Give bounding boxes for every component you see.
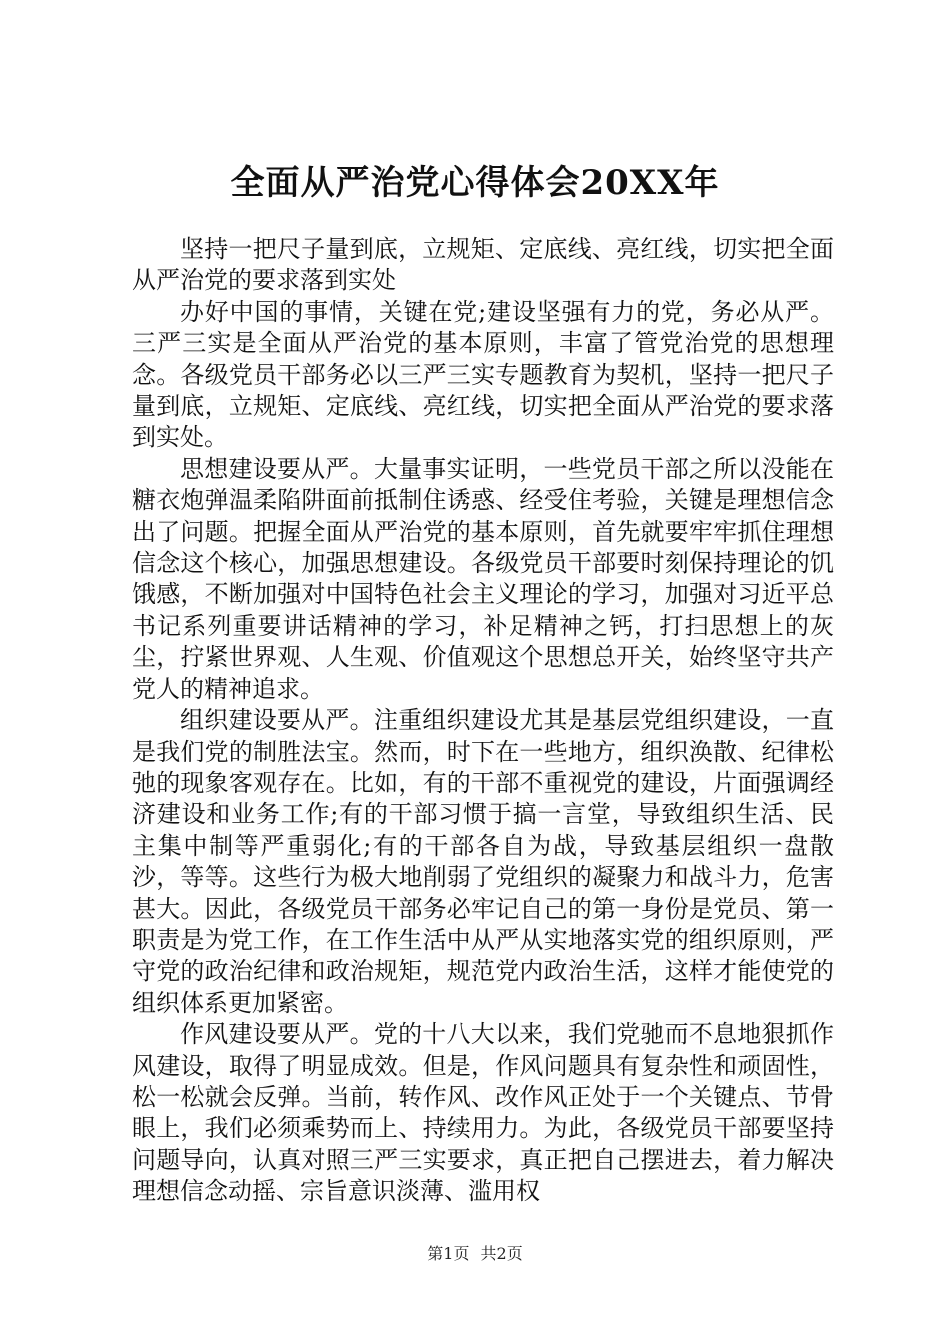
paragraph-5: 作风建设要从严。党的十八大以来，我们党驰而不息地狠抓作风建设，取得了明显成效。但是，作风问题具有复杂性和顽固性，松一松就会反弹。当前，转作风、改作风正处于一个关键点、节骨眼上，我们必须乘势而上、持续用力。为此，各级党员干部要坚持问题导向，认真对照三严三实要求，真正把自己摆进去，着力解决理想信念动摇、宗旨意识淡薄、滥用权 [132, 1020, 834, 1206]
paragraph-3: 思想建设要从严。大量事实证明，一些党员干部之所以没能在糖衣炮弹温柔陷阱面前抵制住诱惑、经受住考验，关键是理想信念出了问题。把握全面从严治党的基本原则，首先就要牢牢抓住理想信念这个核心，加强思想建设。各级党员干部要时刻保持理论的饥饿感，不断加强对中国特色社会主义理论的学习，加强对习近平总书记系列重要讲话精神的学习，补足精神之钙，打扫思想上的灰尘，拧紧世界观、人生观、价值观这个思想总开关，始终坚守共产党人的精神追求。 [132, 454, 834, 703]
paragraph-4: 组织建设要从严。注重组织建设尤其是基层党组织建设，一直是我们党的制胜法宝。然而，时下在一些地方，组织涣散、纪律松弛的现象客观存在。比如，有的干部不重视党的建设，片面强调经济建设和业务工作;有的干部习惯于搞一言堂，导致组织生活、民主集中制等严重弱化;有的干部各自为战，导致基层组织一盘散沙，等等。这些行为极大地削弱了党组织的凝聚力和战斗力，危害甚大。因此，各级党员干部务必牢记自己的第一身份是党员、第一职责是为党工作，在工作生活中从严从实地落实党的组织原则，严守党的政治纪律和政治规矩，规范党内政治生活，这样才能使党的组织体系更加紧密。 [132, 706, 834, 1017]
paragraph-1: 坚持一把尺子量到底，立规矩、定底线、亮红线，切实把全面从严治党的要求落到实处 [132, 235, 834, 295]
page-number: 第1页 [427, 1244, 470, 1263]
page-total: 共2页 [480, 1244, 523, 1263]
page-footer [0, 1242, 950, 1266]
paragraph-2: 办好中国的事情，关键在党;建设坚强有力的党，务必从严。三严三实是全面从严治党的基本原则，丰富了管党治党的思想理念。各级党员干部务必以三严三实专题教育为契机，坚持一把尺子量到底，立规矩、定底线、亮红线，切实把全面从严治党的要求落到实处。 [132, 297, 834, 452]
document-body [132, 234, 834, 1208]
document-title: 全面从严治党心得体会20XX年 [230, 163, 720, 203]
